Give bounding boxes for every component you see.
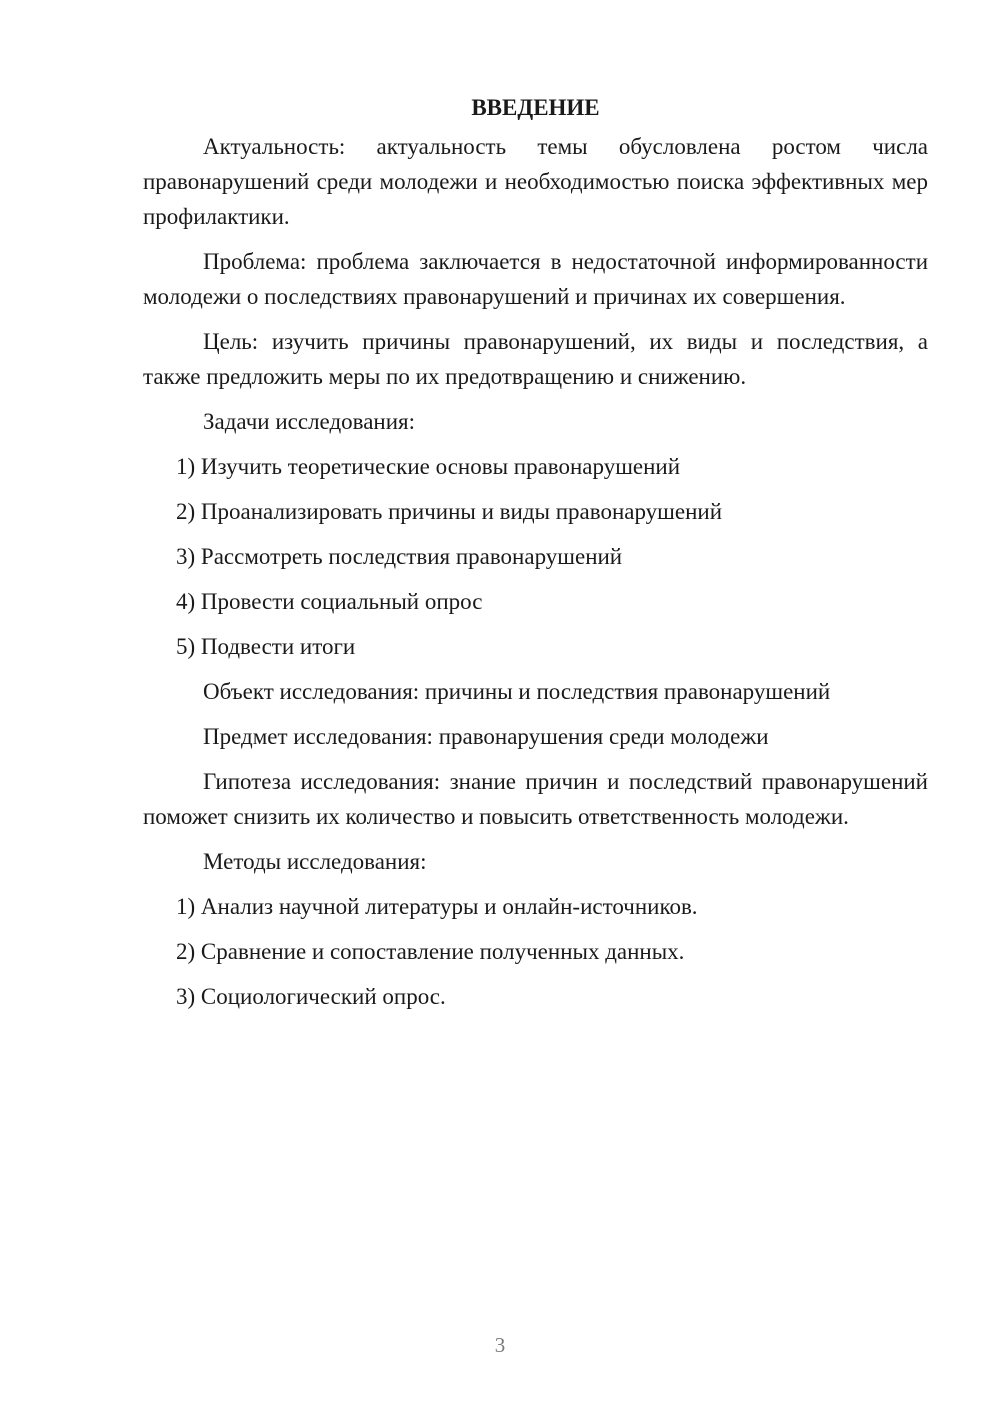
tasks-heading: Задачи исследования:	[203, 409, 416, 434]
method-item: 2) Сравнение и сопоставление полученных данных.	[176, 939, 685, 964]
hypothesis-paragraph: Гипотеза исследования: знание причин и последствий правонарушений поможет снизить их количество и повысить ответственность молодежи.	[143, 769, 928, 829]
task-item: 4) Провести социальный опрос	[176, 589, 483, 614]
task-item: 2) Проанализировать причины и виды правонарушений	[176, 499, 723, 524]
page-content	[143, 90, 928, 1024]
methods-heading: Методы исследования:	[203, 849, 427, 874]
problem-paragraph: Проблема: проблема заключается в недостаточной информированности молодежи о последствиях правонарушений и причинах их совершения.	[143, 249, 928, 309]
section-title: ВВЕДЕНИЕ	[471, 95, 600, 120]
goal-paragraph: Цель: изучить причины правонарушений, их виды и последствия, а также предложить меры по их предотвращению и снижению.	[143, 329, 928, 389]
subject-line: Предмет исследования: правонарушения среди молодежи	[203, 724, 769, 749]
task-item: 1) Изучить теоретические основы правонарушений	[176, 454, 681, 479]
object-line: Объект исследования: причины и последствия правонарушений	[203, 679, 831, 704]
page-number: 3	[494, 1333, 506, 1357]
method-item: 1) Анализ научной литературы и онлайн-источников.	[176, 894, 698, 919]
task-item: 3) Рассмотреть последствия правонарушений	[176, 544, 623, 569]
relevance-paragraph: Актуальность: актуальность темы обусловлена ростом числа правонарушений среди молодежи и необходимостью поиска эффективных мер профилактики.	[143, 134, 928, 229]
method-item: 3) Социологический опрос.	[176, 984, 446, 1009]
task-item: 5) Подвести итоги	[176, 634, 356, 659]
